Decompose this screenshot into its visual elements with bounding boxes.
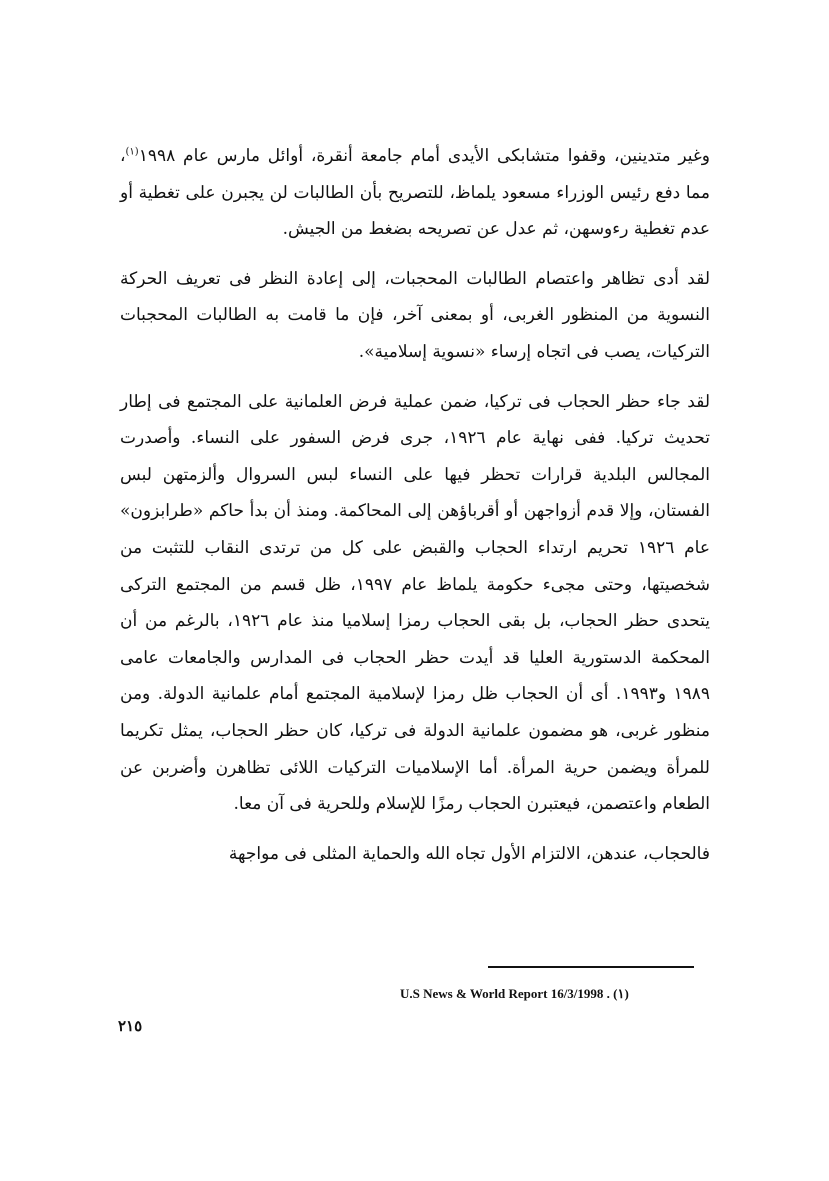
paragraph-1 [120,138,710,248]
footnote-divider [488,966,694,968]
paragraph-2: لقد أدى تظاهر واعتصام الطالبات المحجبات، إلى إعادة النظر فى تعريف الحركة النسوية من المنظور الغربى، أو بمعنى آخر، فإن ما قامت به الطالبات المحجبات التركيات، يصب فى اتجاه إرساء «نسوية إسلامية». [120,268,710,362]
paragraph-1-text-before-note: وغير متدينين، وقفوا متشابكى الأيدى أمام جامعة أنقرة، أوائل مارس عام ١٩٩٨ [138,146,710,166]
paragraph-1-text-after-note: ، مما دفع رئيس الوزراء مسعود يلماظ، للتصريح بأن الطالبات لن يجبرن على تغطية أو عدم تغطية رءوسهن، ثم عدل عن تصريحه بضغط من الجيش. [120,146,710,240]
paragraph-4: فالحجاب، عندهن، الالتزام الأول تجاه الله والحماية المثلى فى مواجهة [228,843,710,864]
paragraph-3: لقد جاء حظر الحجاب فى تركيا، ضمن عملية فرض العلمانية على المجتمع فى إطار تحديث تركيا. ففى نهاية عام ١٩٢٦، جرى فرض السفور على النساء. وأصدرت المجالس البلدية قرارات تحظر فيها على النساء لبس السروال وألزمتهن لبس الفستان، وإلا قدم أزواجهن أو أقرباؤهن إلى المحاكمة. ومنذ أن بدأ حاكم «طرابزون» عام ١٩٢٦ تحريم ارتداء الحجاب والقبض على كل من ترتدى النقاب للتثبت من شخصيتها، وحتى مجىء حكومة يلماظ عام ١٩٩٧، ظل قسم من المجتمع التركى يتحدى حظر الحجاب، بل بقى الحجاب رمزا إسلاميا منذ عام ١٩٢٦، بالرغم من أن المحكمة الدستورية العليا قد أيدت حظر الحجاب فى المدارس والجامعات عامى ١٩٨٩ و١٩٩٣. أى أن الحجاب ظل رمزا لإسلامية المجتمع أمام علمانية الدولة. ومن منظور غربى، هو مضمون علمانية الدولة فى تركيا، كان حظر الحجاب، يمثل تكريما للمرأة ويضمن حرية المرأة. أما الإسلاميات التركيات اللائى تظاهرن وأضربن عن الطعام واعتصمن، فيعتبرن الحجاب رمزًا للإسلام وللحرية فى آن معا. [120,391,711,815]
footnote-reference: (١) [125,146,139,158]
footnote: U.S News & World Report 16/3/1998 . (١) [400,986,629,1001]
page-body [120,138,710,872]
page-number: ٢١٥ [118,1017,143,1035]
